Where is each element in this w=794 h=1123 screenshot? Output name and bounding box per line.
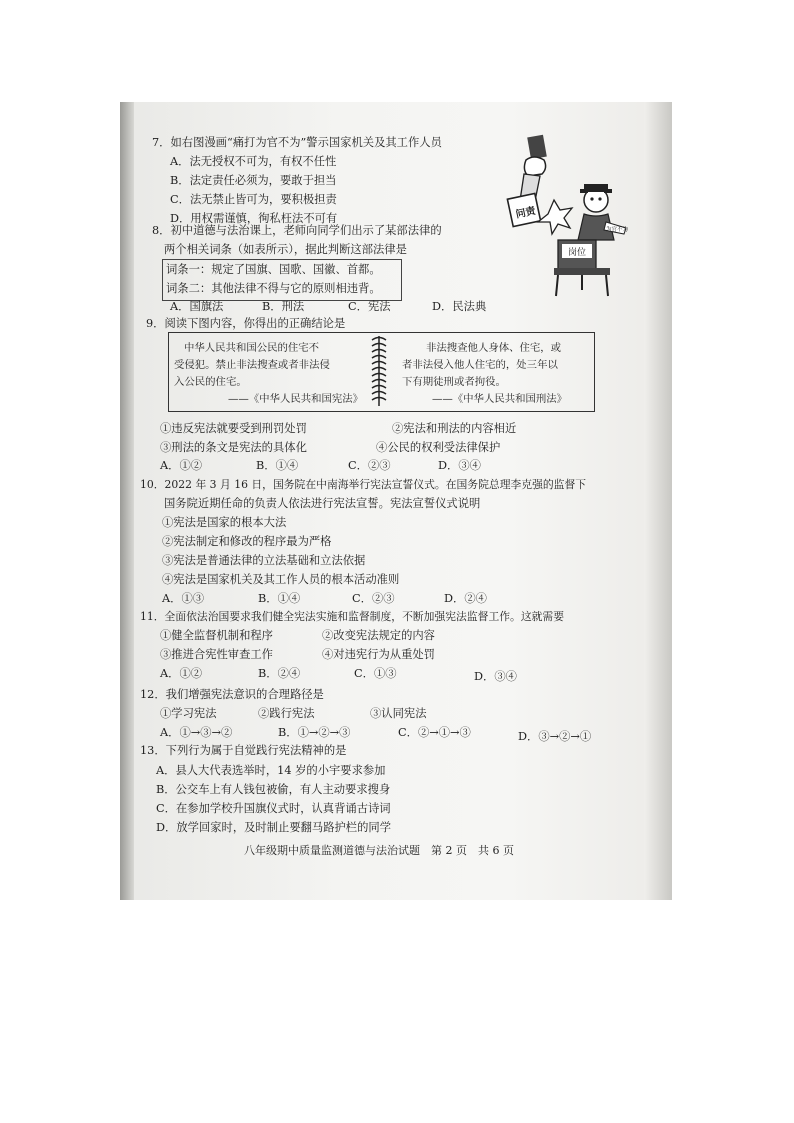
q10-statement-4: ④宪法是国家机关及其工作人员的根本活动准则 [162,573,400,586]
q11-statement-3: ③推进合宪性审查工作 [160,648,273,661]
paper-icon [527,135,547,159]
q8-entry-2: 词条二：其他法律不得与它的原则相违背。 [166,282,381,295]
q8-option-c: C．宪法 [348,300,391,313]
q11-statement-2: ②改变宪法规定的内容 [322,629,435,642]
q9-statement-3: ③刑法的条文是宪法的具体化 [160,441,307,454]
q12-statement-3: ③认同宪法 [370,707,427,720]
q13-option-a: A．县人大代表选举时，14 岁的小宇要求参加 [156,764,386,777]
q9-criminal-law-line1: 非法搜查他人身体、住宅，或 [426,342,562,354]
q9-criminal-law-source: ——《中华人民共和国刑法》 [432,393,568,405]
cartoon-sign-post: 岗位 [568,248,587,258]
q9-option-c: C．②③ [348,459,391,472]
q11-stem: 11．全面依法治国要求我们健全宪法实施和监督制度，不断加强宪法监督工作。这就需要 [140,610,565,623]
q11-option-a: A．①② [160,667,203,680]
q13-option-c: C．在参加学校升国旗仪式时，认真背诵古诗词 [156,802,391,815]
q8-option-b: B．刑法 [262,300,305,313]
q13-stem: 13．下列行为属于自觉践行宪法精神的是 [140,744,347,757]
q7-stem: 7．如右图漫画“痛打为官不为”警示国家机关及其工作人员 [152,136,442,149]
q9-option-a: A．①② [160,459,203,472]
spiral-binding-icon [370,334,388,408]
q9-stem: 9．阅读下图内容，你得出的正确结论是 [146,317,346,330]
q9-constitution-line2: 受侵犯。禁止非法搜查或者非法侵 [174,359,330,371]
q13-option-b: B．公交车上有人钱包被偷，有人主动要求搜身 [156,783,391,796]
q9-constitution-line1: 中华人民共和国公民的住宅不 [184,342,320,354]
q10-option-a: A．①③ [162,592,205,605]
q12-statement-2: ②践行宪法 [258,707,315,720]
q11-option-d: D．③④ [474,670,517,683]
q12-stem: 12．我们增强宪法意识的合理路径是 [140,688,324,701]
q9-option-d: D．③④ [438,459,481,472]
exam-page-content [120,102,672,900]
q10-statement-3: ③宪法是普通法律的立法基础和立法依据 [162,554,366,567]
q10-stem-line2: 国务院近期任命的负责人依法进行宪法宣誓。宪法宣誓仪式说明 [164,497,481,510]
q7-option-b: B．法定责任必须为，要敢于担当 [170,174,337,187]
q10-option-c: C．②③ [352,592,395,605]
q7-option-c: C．法无禁止皆可为，要积极担责 [170,193,337,206]
q11-statement-4: ④对违宪行为从重处罚 [322,648,435,661]
q11-option-b: B．②④ [258,667,301,680]
q12-option-b: B．①→②→③ [278,726,351,739]
q13-option-d: D．放学回家时，及时制止要翻马路护栏的同学 [156,821,391,834]
q12-statement-1: ①学习宪法 [160,707,217,720]
q9-option-b: B．①④ [256,459,299,472]
q8-option-a: A．国旗法 [170,300,224,313]
q8-entry-1: 词条一：规定了国旗、国歌、国徽、首都。 [166,263,381,276]
q7-option-a: A．法无授权不可为，有权不任性 [170,155,337,168]
q10-option-b: B．①④ [258,592,301,605]
q8-option-d: D．民法典 [432,300,487,313]
q10-statement-2: ②宪法制定和修改的程序最为严格 [162,535,332,548]
cartoon-sign-accountability: 问责 [514,205,537,221]
q8-stem-line2: 两个相关词条（如表所示），据此判断这部法律是 [164,243,407,256]
exam-page-photo [120,102,672,900]
cartoon-illustration [496,130,646,300]
q11-statement-1: ①健全监督机制和程序 [160,629,273,642]
q12-option-d: D．③→②→① [518,730,592,743]
page-footer: 八年级期中质量监测道德与法治试题 第 2 页 共 6 页 [244,844,514,857]
q10-statement-1: ①宪法是国家的根本大法 [162,516,287,529]
q10-stem-line1: 10．2022 年 3 月 16 日，国务院在中南海举行宪法宣誓仪式。在国务院总理李克强的监督下 [140,478,587,491]
q9-constitution-source: ——《中华人民共和国宪法》 [228,393,364,405]
q9-statement-2: ②宪法和刑法的内容相近 [392,422,517,435]
q11-option-c: C．①③ [354,667,397,680]
q9-criminal-law-line3: 下有期徒刑或者拘役。 [402,376,506,388]
q12-option-c: C．②→①→③ [398,726,471,739]
q9-statement-1: ①违反宪法就要受到刑罚处罚 [160,422,307,435]
q9-statement-4: ④公民的权利受法律保护 [376,441,501,454]
q9-constitution-line3: 入公民的住宅。 [174,376,247,388]
cartoon-sign-inaction: 为官不为 [606,227,629,233]
q8-stem-line1: 8．初中道德与法治课上，老师向同学们出示了某部法律的 [152,224,442,237]
q12-option-a: A．①→③→② [160,726,233,739]
q10-option-d: D．②④ [444,592,487,605]
q7-option-d: D．用权需谨慎，徇私枉法不可有 [170,212,338,225]
q9-criminal-law-line2: 者非法侵入他人住宅的，处三年以 [402,359,558,371]
